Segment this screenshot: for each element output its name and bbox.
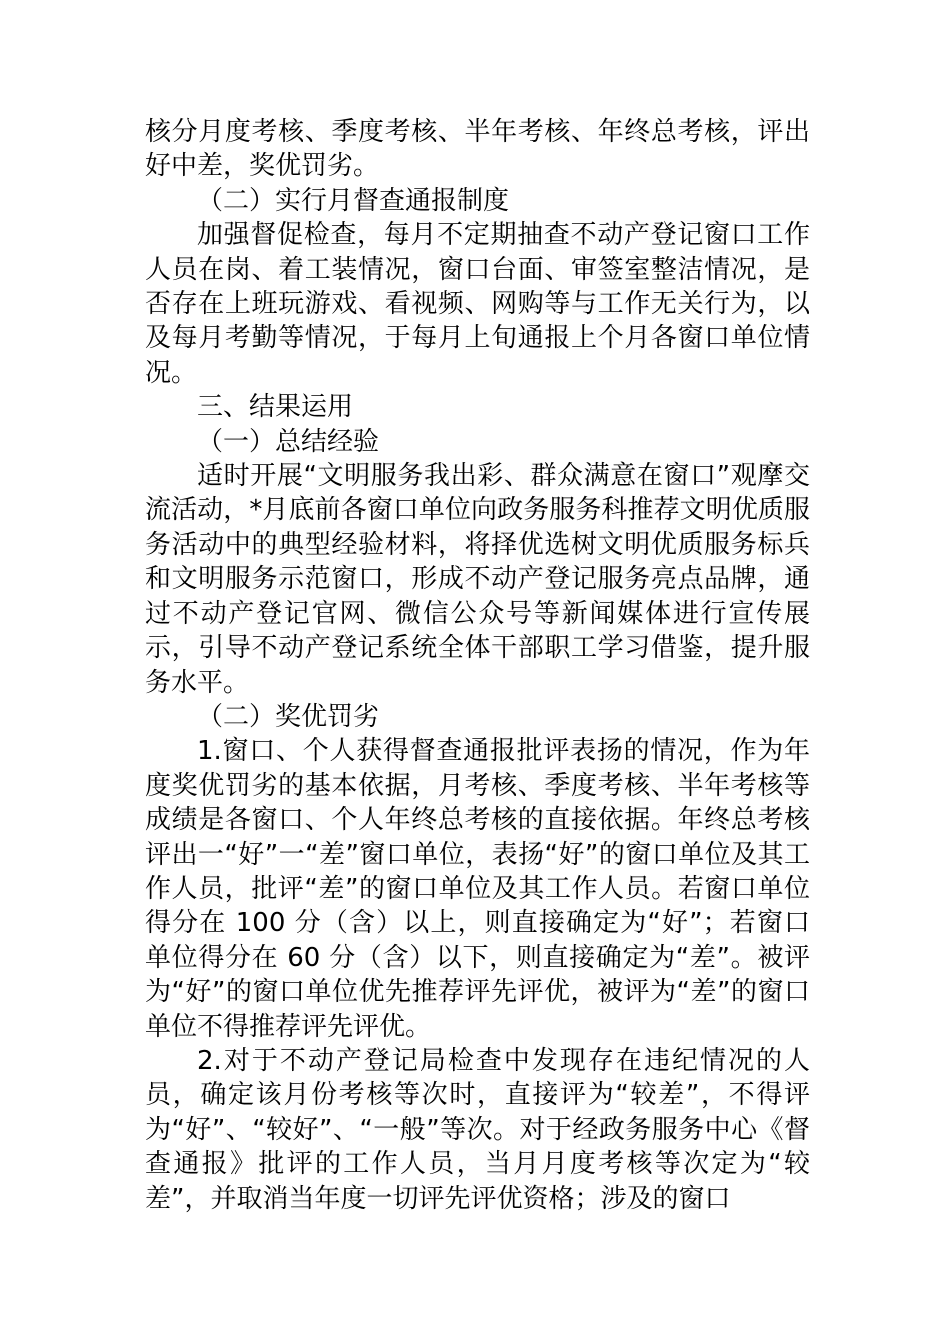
subheading-summarize-experience: （一）总结经验 — [197, 426, 380, 457]
paragraph-experience: 适时开展“文明服务我出彩、群众满意在窗口”观摩交流活动，*月底前各窗口单位向政务服务科推荐文明优质服务活动中的典型经验材料，将择优选树文明优质服务标兵和文明服务示范窗口，形成不动产登记服务亮点品牌，通过不动产登记官网、微信公众号等新闻媒体进行宣传展示，引导不动产登记系统全体干部职工学习借鉴，提升服务水平。 — [145, 461, 810, 698]
paragraph-inspection: 加强督促检查，每月不定期抽查不动产登记窗口工作人员在岗、着工装情况，窗口台面、审签室整洁情况，是否存在上班玩游戏、看视频、网购等与工作无关行为，以及每月考勤等情况，于每月上旬通报上个月各窗口单位情况。 — [145, 220, 810, 388]
paragraph-continuation: 核分月度考核、季度考核、半年考核、年终总考核，评出好中差，奖优罚劣。 — [145, 117, 810, 182]
subheading-reward-punish: （二）奖优罚劣 — [197, 701, 380, 732]
heading-results-use: 三、结果运用 — [197, 392, 354, 423]
subheading-monthly-inspection: （二）实行月督查通报制度 — [197, 185, 510, 216]
paragraph-item-1: 1.窗口、个人获得督查通报批评表扬的情况，作为年度奖优罚劣的基本依据，月考核、季度考核、半年考核等成绩是各窗口、个人年终总考核的直接依据。年终总考核评出一“好”一“差”窗口单位，表扬“好”的窗口单位及其工作人员，批评“差”的窗口单位及其工作人员。若窗口单位得分在 100 分（含）以上，则直接确定为“好”；若窗口单位得分在 60 分（含）以下，则直接确定为“差”。被评为“好”的窗口单位优先推荐评先评优，被评为“差”的窗口单位不得推荐评先评优。 — [145, 736, 810, 1042]
paragraph-item-2: 2.对于不动产登记局检查中发现存在违纪情况的人员，确定该月份考核等次时，直接评为“较差”，不得评为“好”、“较好”、“一般”等次。对于经政务服务中心《督查通报》批评的工作人员，当月月度考核等次定为“较差”，并取消当年度一切评先评优资格；涉及的窗口 — [145, 1045, 810, 1214]
